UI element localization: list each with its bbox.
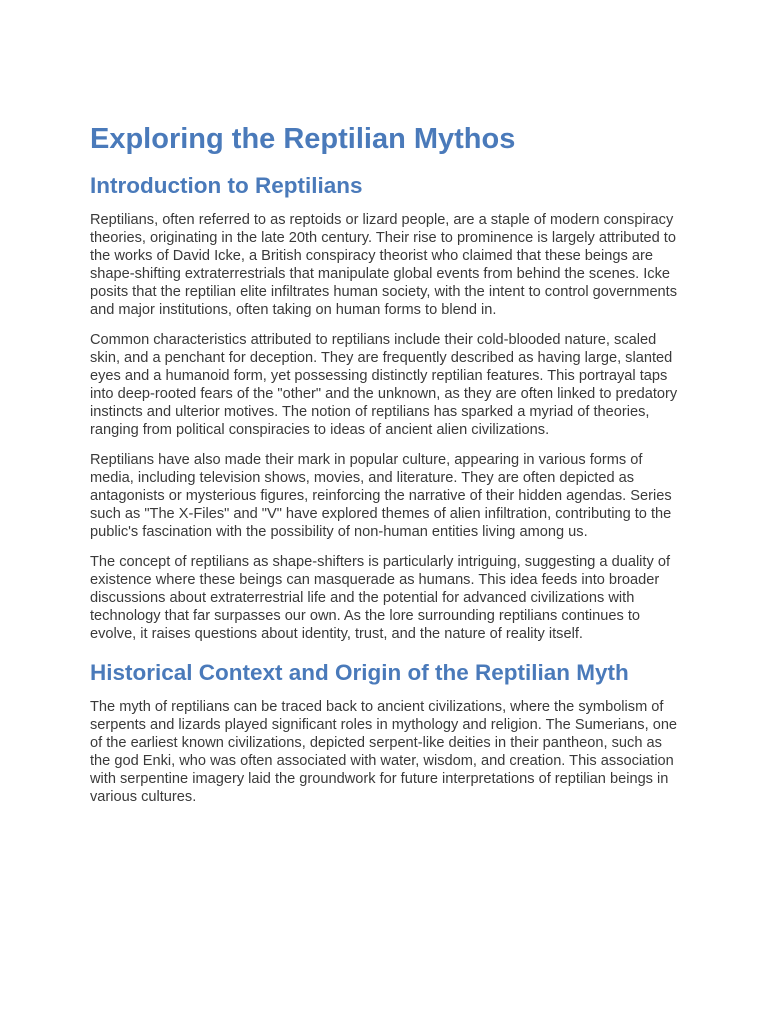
paragraph: The myth of reptilians can be traced back to ancient civilizations, where the symbolism of serpents and lizards played significant roles in mythology and religion. The Sumerians, one of the earliest known civilizations, depicted serpent-like deities in their pantheon, such as the god Enki, who was often associated with water, wisdom, and creation. This association with serpentine imagery laid the groundwork for future interpretations of reptilian beings in various cultures.: [90, 699, 678, 805]
document-title: Exploring the Reptilian Mythos: [90, 123, 516, 155]
section-introduction-to-reptilians: [90, 170, 678, 643]
paragraph: The concept of reptilians as shape-shifters is particularly intriguing, suggesting a duality of existence where these beings can masquerade as humans. This idea feeds into broader discussions about extraterrestrial life and the potential for advanced civilizations with technology that far surpasses our own. As the lore surrounding reptilians continues to evolve, it raises questions about identity, trust, and the nature of reality itself.: [90, 554, 671, 642]
paragraph: Reptilians have also made their mark in popular culture, appearing in various forms of media, including television shows, movies, and literature. They are often depicted as antagonists or mysterious figures, reinforcing the narrative of their hidden agendas. Series such as "The X-Files" and "V" have explored themes of alien infiltration, contributing to the public's fascination with the possibility of non-human entities living among us.: [90, 452, 672, 540]
section-historical-context: [90, 657, 678, 806]
paragraph: Common characteristics attributed to reptilians include their cold-blooded nature, scaled skin, and a penchant for deception. They are frequently described as having large, slanted eyes and a humanoid form, yet possessing distinctly reptilian features. This portrayal taps into deep-rooted fears of the "other" and the unknown, as they are often linked to predatory instincts and ulterior motives. The notion of reptilians has sparked a myriad of theories, ranging from political conspiracies to ideas of ancient alien civilizations.: [90, 332, 678, 438]
section-heading-introduction: Introduction to Reptilians: [90, 173, 363, 198]
section-heading-historical-context: Historical Context and Origin of the Reptilian Myth: [90, 660, 629, 685]
paragraph: Reptilians, often referred to as reptoids or lizard people, are a staple of modern conspiracy theories, originating in the late 20th century. Their rise to prominence is largely attributed to the works of David Icke, a British conspiracy theorist who claimed that these beings are shape-shifting extraterrestrials that manipulate global events from behind the scenes. Icke posits that the reptilian elite infiltrates human society, with the intent to control governments and major institutions, often taking on human forms to blend in.: [90, 212, 678, 318]
